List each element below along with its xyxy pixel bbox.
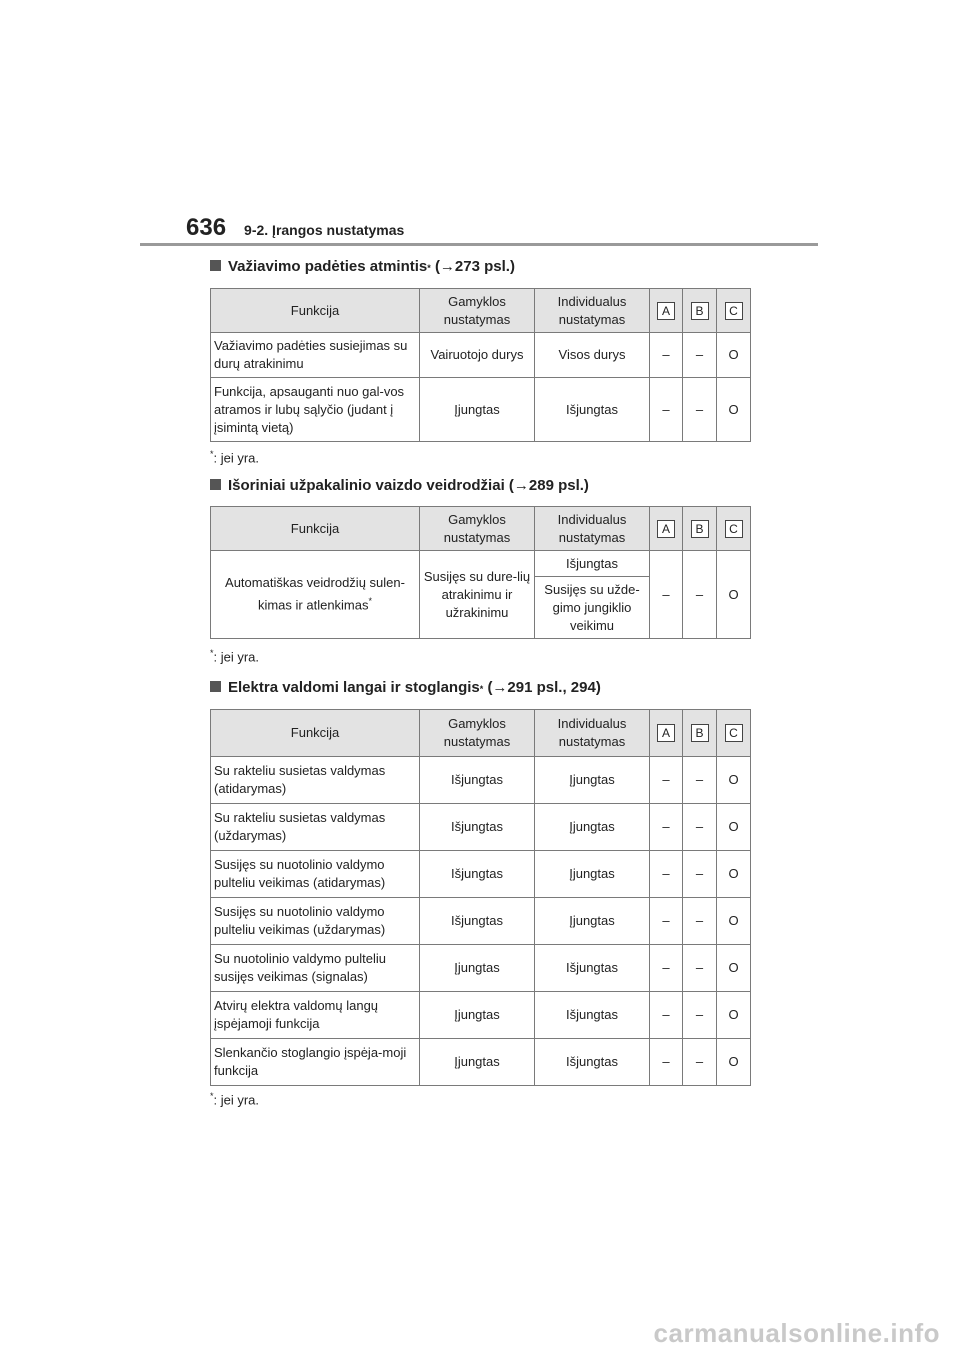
heading-ref: (→291 psl., 294) [487, 679, 601, 696]
cell-factory: Įjungtas [420, 378, 535, 442]
cell-custom-option: Išjungtas [535, 551, 650, 577]
header-factory: Gamyklos nustatymas [420, 710, 535, 757]
header-a: A [650, 507, 683, 551]
cell-custom: Išjungtas [535, 378, 650, 442]
cell-b: – [683, 1039, 717, 1086]
heading-power-windows [210, 679, 601, 696]
cell-c: O [717, 378, 751, 442]
cell-c: O [717, 1039, 751, 1086]
cell-factory: Išjungtas [420, 804, 535, 851]
cell-b: – [683, 898, 717, 945]
cell-function: Automatiškas veidrodžių sulen-kimas ir atlenkimas* [211, 551, 420, 639]
cell-b: – [683, 378, 717, 442]
cell-c: O [717, 851, 751, 898]
page-header [186, 214, 404, 242]
header-b: B [683, 710, 717, 757]
table-row [211, 898, 751, 945]
cell-custom: Įjungtas [535, 851, 650, 898]
cell-function: Susijęs su nuotolinio valdymo pulteliu veikimas (uždarymas) [211, 898, 420, 945]
cell-custom: Išjungtas [535, 945, 650, 992]
table-header-row [211, 507, 751, 551]
header-function: Funkcija [211, 289, 420, 333]
heading-driving-position-memory [210, 258, 515, 275]
cell-custom: Išjungtas [535, 1039, 650, 1086]
header-a: A [650, 710, 683, 757]
cell-c: O [717, 757, 751, 804]
watermark: carmanualsonline.info [653, 1318, 940, 1348]
cell-function: Su nuotolinio valdymo pulteliu susijęs veikimas (signalas) [211, 945, 420, 992]
cell-b: – [683, 992, 717, 1039]
table-row [211, 804, 751, 851]
cell-factory: Įjungtas [420, 992, 535, 1039]
table-row [211, 1039, 751, 1086]
footnote: *: jei yra. [210, 449, 260, 466]
footnote: *: jei yra. [210, 1091, 260, 1108]
table-row [211, 945, 751, 992]
cell-b: – [683, 551, 717, 639]
table-power-windows [210, 709, 751, 1086]
header-a: A [650, 289, 683, 333]
cell-custom-option: Susijęs su užde-gimo jungiklio veikimu [535, 577, 650, 639]
header-divider [140, 243, 818, 246]
cell-function: Važiavimo padėties susiejimas su durų atrakinimu [211, 333, 420, 378]
cell-function: Su rakteliu susietas valdymas (atidarymas) [211, 757, 420, 804]
header-b: B [683, 507, 717, 551]
table-row [211, 378, 751, 442]
cell-factory: Išjungtas [420, 757, 535, 804]
table-header-row [211, 710, 751, 757]
header-factory: Gamyklos nustatymas [420, 507, 535, 551]
cell-function: Su rakteliu susietas valdymas (uždarymas) [211, 804, 420, 851]
footnote: *: jei yra. [210, 648, 260, 665]
cell-a: – [650, 804, 683, 851]
cell-custom: Visos durys [535, 333, 650, 378]
header-custom: Individualus nustatymas [535, 507, 650, 551]
heading-ref: (→273 psl.) [434, 258, 515, 275]
header-factory: Gamyklos nustatymas [420, 289, 535, 333]
cell-function: Funkcija, apsauganti nuo gal-vos atramos ir lubų sąlyčio (judant į įsimintą vietą) [211, 378, 420, 442]
cell-b: – [683, 333, 717, 378]
cell-a: – [650, 992, 683, 1039]
heading-text: Elektra valdomi langai ir stoglangis [228, 679, 480, 696]
cell-a: – [650, 945, 683, 992]
cell-function: Atvirų elektra valdomų langų įspėjamoji funkcija [211, 992, 420, 1039]
cell-factory: Susijęs su dure-lių atrakinimu ir užrakinimu [420, 551, 535, 639]
header-c: C [717, 710, 751, 757]
header-function: Funkcija [211, 507, 420, 551]
header-c: C [717, 507, 751, 551]
cell-factory: Išjungtas [420, 851, 535, 898]
cell-custom: Išjungtas [535, 992, 650, 1039]
cell-a: – [650, 898, 683, 945]
header-custom: Individualus nustatymas [535, 289, 650, 333]
heading-exterior-mirrors [210, 477, 589, 494]
table-header-row [211, 289, 751, 333]
square-bullet-icon [210, 260, 221, 271]
cell-b: – [683, 804, 717, 851]
cell-a: – [650, 851, 683, 898]
cell-c: O [717, 804, 751, 851]
footnote-marker: * [427, 263, 431, 273]
cell-custom: Įjungtas [535, 804, 650, 851]
header-c: C [717, 289, 751, 333]
cell-function: Slenkančio stoglangio įspėja-moji funkcija [211, 1039, 420, 1086]
cell-factory: Įjungtas [420, 1039, 535, 1086]
table-driving-position-memory [210, 288, 751, 442]
square-bullet-icon [210, 479, 221, 490]
cell-factory: Vairuotojo durys [420, 333, 535, 378]
cell-c: O [717, 333, 751, 378]
cell-a: – [650, 551, 683, 639]
table-row [211, 757, 751, 804]
cell-custom: Įjungtas [535, 898, 650, 945]
square-bullet-icon [210, 681, 221, 692]
table-row [211, 992, 751, 1039]
footnote-marker: * [479, 684, 484, 694]
cell-factory: Išjungtas [420, 898, 535, 945]
table-exterior-mirrors [210, 506, 751, 639]
cell-a: – [650, 333, 683, 378]
header-function: Funkcija [211, 710, 420, 757]
header-b: B [683, 289, 717, 333]
cell-b: – [683, 945, 717, 992]
cell-c: O [717, 945, 751, 992]
table-row [211, 851, 751, 898]
heading-text: Važiavimo padėties atmintis [228, 258, 428, 275]
cell-b: – [683, 757, 717, 804]
cell-c: O [717, 551, 751, 639]
cell-factory: Įjungtas [420, 945, 535, 992]
cell-a: – [650, 1039, 683, 1086]
cell-custom: Įjungtas [535, 757, 650, 804]
header-custom: Individualus nustatymas [535, 710, 650, 757]
cell-a: – [650, 757, 683, 804]
cell-c: O [717, 992, 751, 1039]
heading-text: Išoriniai užpakalinio vaizdo veidrodžiai (→289 psl.) [228, 477, 589, 494]
cell-b: – [683, 851, 717, 898]
cell-a: – [650, 378, 683, 442]
table-row [211, 333, 751, 378]
cell-c: O [717, 898, 751, 945]
page-number: 636 [186, 214, 227, 241]
table-row [211, 551, 751, 577]
cell-function: Susijęs su nuotolinio valdymo pulteliu veikimas (atidarymas) [211, 851, 420, 898]
section-title: 9-2. Įrangos nustatymas [244, 222, 405, 238]
